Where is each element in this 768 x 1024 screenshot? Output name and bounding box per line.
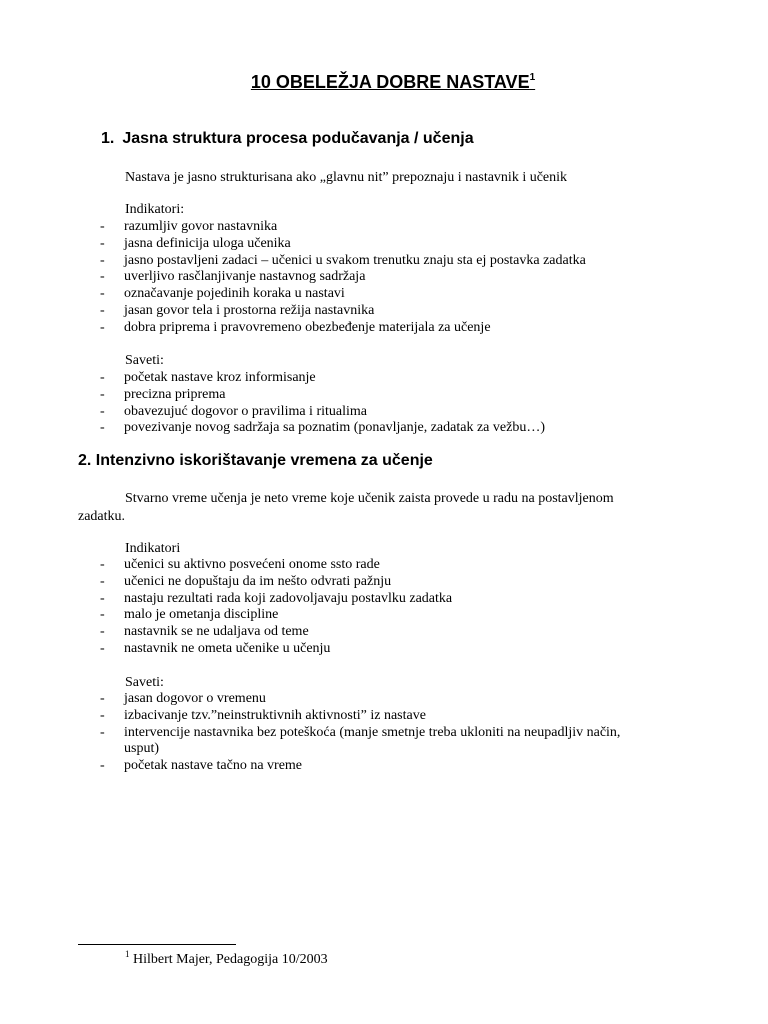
list-item [0, 607, 452, 624]
section-1-intro: Nastava je jasno strukturisana ako „glavnu nit” prepoznaju i nastavnik i učenik [125, 170, 568, 185]
list-item-text-continuation: usput) [124, 741, 159, 757]
list-item-text: povezivanje novog sadržaja sa poznatim (ponavljanje, zadatak za vežbu…) [124, 420, 545, 436]
list-item-text: razumljiv govor nastavnika [124, 219, 278, 234]
list-item [0, 708, 620, 725]
section-2-intro-line1: Stvarno vreme učenja je neto vreme koje učenik zaista provede u radu na postavljenom [125, 491, 614, 506]
footnote-separator [78, 944, 236, 945]
list-dash: - [100, 370, 105, 385]
list-dash: - [100, 252, 105, 268]
list-item [0, 387, 545, 404]
list-item-text: jasna definicija uloga učenika [124, 235, 291, 251]
list-item [0, 725, 620, 759]
list-item-text: malo je ometanja discipline [124, 607, 279, 623]
list-dash: - [100, 286, 105, 302]
list-item [0, 404, 545, 421]
section-2-tips-list [0, 691, 620, 775]
list-dash: - [100, 691, 105, 706]
list-item [0, 557, 452, 574]
list-dash: - [100, 758, 105, 774]
list-item [0, 236, 586, 253]
footnote [125, 949, 328, 968]
list-item [0, 420, 545, 437]
list-dash: - [100, 557, 105, 572]
list-item [0, 320, 586, 337]
list-dash: - [100, 607, 105, 623]
section-1-tips-label: Saveti: [125, 353, 164, 368]
list-item-text: izbacivanje tzv.”neinstruktivnih aktivnosti” iz nastave [124, 707, 426, 723]
list-item [0, 253, 586, 270]
document-title [0, 72, 768, 93]
list-item [0, 286, 586, 303]
list-item [0, 219, 586, 236]
list-dash: - [100, 624, 105, 640]
list-item [0, 370, 545, 387]
section-2-intro-line2: zadatku. [78, 509, 126, 524]
list-item-text: intervencije nastavnika bez poteškoća (manje smetnje treba ukloniti na neupadljiv način, [124, 724, 621, 740]
list-item [0, 591, 452, 608]
list-dash: - [100, 235, 105, 251]
section-1-heading-text: Jasna struktura procesa podučavanja / učenja [122, 130, 474, 147]
list-item-text: nastaju rezultati rada koji zadovoljavaju postavlku zadatka [124, 590, 453, 606]
section-1-indicators-list [0, 219, 586, 337]
list-item-text: učenici su aktivno posvećeni onome ssto rade [124, 557, 380, 572]
list-item-text: jasno postavljeni zadaci – učenici u svakom trenutku znaju sta ej postavka zadatka [124, 252, 586, 268]
list-item-text: nastavnik se ne udaljava od teme [124, 624, 309, 640]
list-item-text: jasan dogovor o vremenu [124, 691, 266, 706]
section-1-tips-list [0, 370, 545, 437]
section-1-indicators-label: Indikatori: [125, 202, 185, 217]
footnote-text: Hilbert Majer, Pedagogija 10/2003 [133, 952, 328, 967]
list-item-text: dobra priprema i pravovremeno obezbeđenje materijala za učenje [124, 319, 491, 335]
list-dash: - [100, 302, 105, 318]
list-item-text: početak nastave kroz informisanje [124, 370, 316, 385]
list-dash: - [100, 403, 105, 419]
list-dash: - [100, 573, 105, 589]
list-dash: - [100, 386, 105, 402]
section-2-indicators-list [0, 557, 452, 658]
list-dash: - [100, 269, 105, 285]
list-item-text: početak nastave tačno na vreme [124, 758, 303, 774]
list-dash: - [100, 319, 105, 335]
list-dash: - [100, 724, 105, 740]
list-item-text: označavanje pojedinih koraka u nastavi [124, 286, 345, 302]
footnote-mark: 1 [125, 949, 130, 959]
list-item-text: nastavnik ne ometa učenike u učenju [124, 640, 331, 656]
title-text: 10 OBELEŽJA DOBRE NASTAVE [250, 72, 530, 92]
list-item [0, 691, 620, 708]
section-1-heading [101, 130, 474, 148]
section-2-indicators-label: Indikatori [125, 541, 181, 556]
list-item-text: precizna priprema [124, 386, 226, 402]
list-dash: - [100, 219, 105, 234]
list-dash: - [100, 707, 105, 723]
section-2-heading: 2. Intenzivno iskorištavanje vremena za učenje [78, 452, 433, 469]
list-item [0, 574, 452, 591]
section-2-tips-label: Saveti: [125, 675, 164, 690]
section-1-number: 1. [101, 130, 115, 147]
list-item [0, 624, 452, 641]
list-item-text: učenici ne dopuštaju da im nešto odvrati pažnju [124, 573, 392, 589]
list-item-text: uverljivo rasčlanjivanje nastavnog sadržaja [124, 269, 366, 285]
list-item [0, 269, 586, 286]
list-item-text: obavezujuć dogovor o pravilima i ritualima [124, 403, 367, 419]
list-dash: - [100, 640, 105, 656]
list-item [0, 303, 586, 320]
list-item-text: jasan govor tela i prostorna režija nastavnika [124, 302, 375, 318]
list-item [0, 641, 452, 658]
list-dash: - [100, 420, 105, 436]
list-item [0, 758, 620, 775]
title-footnote-mark: 1 [529, 72, 536, 83]
list-dash: - [100, 590, 105, 606]
